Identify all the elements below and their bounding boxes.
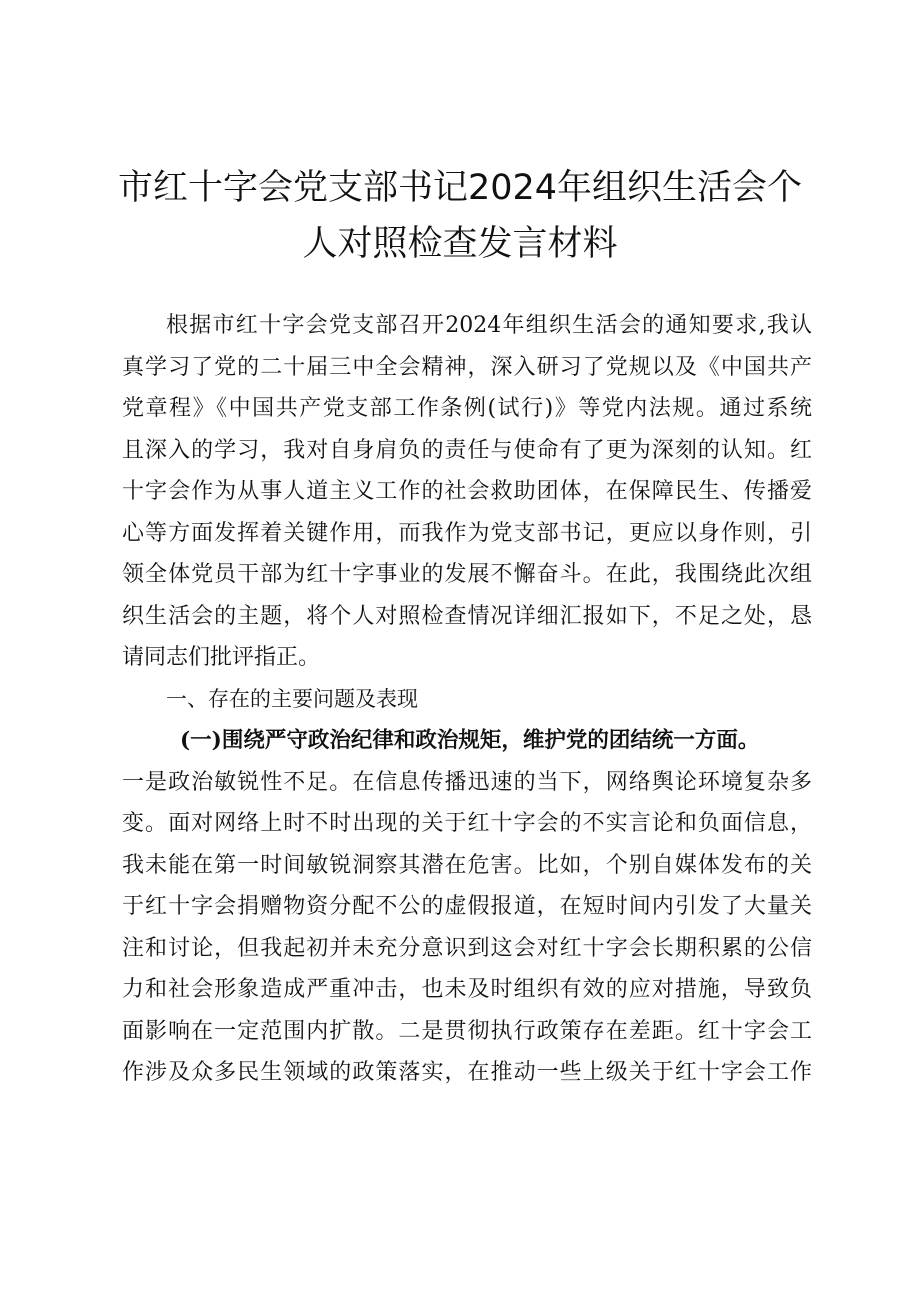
- section-line: 我未能在第一时间敏锐洞察其潜在危害。比如，个别自媒体发布的关: [122, 852, 812, 878]
- section-line: 面影响在一定范围内扩散。二是贯彻执行政策存在差距。红十字会工: [122, 1018, 812, 1044]
- intro-line: 真学习了党的二十届三中全会精神，深入研习了党规以及《中国共产: [122, 354, 812, 380]
- title-line-2: 人对照检查发言材料: [302, 224, 618, 264]
- intro-line: 党章程》《中国共产党支部工作条例(试行)》等党内法规。通过系统: [122, 396, 812, 421]
- intro-line: 领全体党员干部为红十字事业的发展不懈奋斗。在此，我围绕此次组: [122, 562, 812, 587]
- section-line: 作涉及众多民生领域的政策落实，在推动一些上级关于红十字会工作: [122, 1060, 812, 1085]
- intro-line: 根据市红十字会党支部召开2024年组织生活会的通知要求,我认: [166, 313, 812, 338]
- document-title: [110, 160, 810, 272]
- section-heading: 一、存在的主要问题及表现: [166, 686, 418, 711]
- section-line: 注和讨论，但我起初并未充分意识到这会对红十字会长期积累的公信: [122, 935, 812, 961]
- section-line: 于红十字会捐赠物资分配不公的虚假报道，在短时间内引发了大量关: [122, 894, 812, 919]
- intro-line: 织生活会的主题，将个人对照检查情况详细汇报如下，不足之处，恳: [122, 603, 812, 629]
- intro-line: 请同志们批评指正。: [122, 645, 321, 670]
- section-line: 力和社会形象造成严重冲击，也未及时组织有效的应对措施，导致负: [122, 977, 812, 1002]
- section-line: 变。面对网络上时不时出现的关于红十字会的不实言论和负面信息，: [122, 811, 812, 836]
- section-line: 一是政治敏锐性不足。在信息传播迅速的当下，网络舆论环境复杂多: [122, 769, 812, 795]
- subsection-heading: (一)围绕严守政治纪律和政治规矩，维护党的团结统一方面。: [180, 728, 760, 753]
- title-line-1: 市红十字会党支部书记2024年组织生活会个: [117, 168, 803, 208]
- intro-line: 且深入的学习，我对自身肩负的责任与使命有了更为深刻的认知。红: [122, 437, 812, 463]
- intro-line: 十字会作为从事人道主义工作的社会救助团体，在保障民生、传播爱: [122, 479, 812, 504]
- document-body: [122, 305, 812, 1094]
- intro-line: 心等方面发挥着关键作用，而我作为党支部书记，更应以身作则，引: [122, 520, 812, 546]
